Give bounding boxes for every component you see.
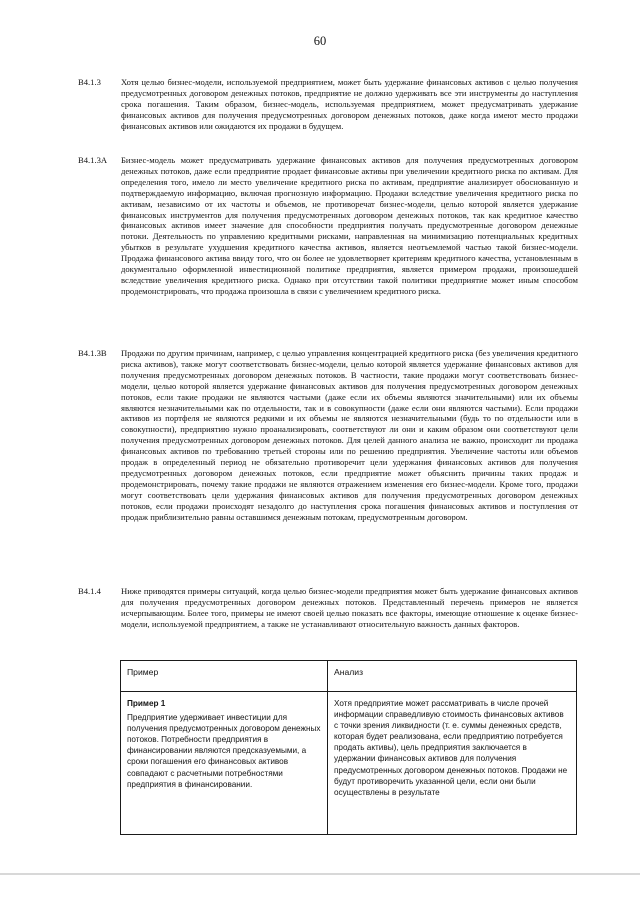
- page-number: 60: [313, 34, 327, 48]
- paragraph-text: Продажи по другим причинам, например, с целью управления концентрацией кредитного риска (без увеличения кредитного риска активов), также могут соответствовать бизнес-модели, целью которой является удержание финансовых активов для получения предусмотренных договором денежных потоков. В частности, такие продажи могут соответствовать бизнес-модели, целью которой является удержание финансовых активов для получения предусмотренных договором денежных потоков, если такие продажи не являются частыми (даже если их объемы являются значительными) или их объемы являются незначительными как по отдельности, так и в совокупности (даже если они являются частыми). Если продажи активов из портфеля не являются редкими и их объемы не являются незначительными (будь то по отдельности или в совокупности), предприятию нужно проанализировать, соответствуют ли они и каким образом они соответствуют цели получения предусмотренных договором денежных потоков. Для целей данного анализа не важно, происходит ли продажа финансовых активов по требованию третьей стороны или по решению предприятия. Увеличение частоты или объемов продаж в определенный период не обязательно противоречит цели удержания финансовых активов для получения предусмотренных договором денежных потоков, если предприятие может объяснить причины таких продаж и продемонстрировать, почему такие продажи не являются отражением изменения его бизнес-модели. Кроме того, продажи могут соответствовать цели удержания финансовых активов для получения предусмотренных договором денежных потоков, если продажи происходят незадолго до наступления срока погашения финансовых активов и поступления от продаж приблизительно равны оставшимся денежным потокам, предусмотренным договором.: [121, 348, 578, 522]
- table-header-row: [121, 661, 577, 692]
- paragraph-b4-1-3b: [78, 348, 578, 523]
- column-header-analysis: Анализ: [328, 661, 577, 692]
- paragraph-b4-1-3a: [78, 155, 578, 297]
- example-text: Предприятие удерживает инвестиции для получения предусмотренных договором денежных потоков. Потребности предприятия в финансировании являются предсказуемыми, а сроки погашения его финансовых активов совпадают с расчетными потребностями предприятия в финансировании.: [127, 713, 321, 789]
- scan-edge-divider: [0, 873, 640, 875]
- table-row: [121, 692, 577, 835]
- paragraph-b4-1-3: [78, 77, 578, 132]
- paragraph-number: B4.1.3: [78, 77, 101, 87]
- paragraph-number: B4.1.4: [78, 586, 101, 596]
- paragraph-b4-1-4: [78, 586, 578, 630]
- paragraph-text: Бизнес-модель может предусматривать удержание финансовых активов для получения предусмотренных договором денежных потоков, даже если предприятие продает финансовые активы при увеличении кредитного риска по активам. Для определения того, имело ли место увеличение кредитного риска по активам, предприятие анализирует обоснованную и подтверждаемую информацию, включая прогнозную информацию. Продажи вследствие увеличения кредитного риска по активам, независимо от их частоты и объемов, не противоречат бизнес-модели, целью которой является удержание финансовых инструментов для получения предусмотренных договором денежных потоков, так как кредитное качество финансовых активов имеет значение для способности предприятия получать предусмотренные договором денежные потоки. Деятельность по управлению кредитными рисками, направленная на минимизацию потенциальных кредитных убытков в результате ухудшения кредитного качества активов, является неотъемлемой частью такой бизнес-модели. Продажа финансового актива ввиду того, что он более не удовлетворяет критериям кредитного качества, установленным в документально оформленной инвестиционной политике предприятия, является примером продажи, произошедшей вследствие увеличения кредитного риска. Однако при отсутствии такой политики предприятие может иным способом продемонстрировать, что продажа произошла в связи с увеличением кредитного риска.: [121, 155, 578, 296]
- paragraph-text: Ниже приводятся примеры ситуаций, когда целью бизнес-модели предприятия может быть удержание финансовых активов для получения предусмотренных договором денежных потоков. Представленный перечень примеров не является исчерпывающим. Более того, примеры не имеют своей целью показать все факторы, имеющие отношение к оценке бизнес-модели, используемой предприятием, а также не устанавливают относительную важность данных факторов.: [121, 586, 578, 629]
- paragraph-number: B4.1.3A: [78, 155, 108, 165]
- examples-table: [120, 660, 577, 835]
- column-header-example: Пример: [121, 661, 328, 692]
- example-title: Пример 1: [127, 699, 166, 708]
- paragraph-text: Хотя целью бизнес-модели, используемой предприятием, может быть удержание финансовых активов с целью получения предусмотренных договором денежных потоков, предприятие не должно удерживать все эти инструменты до наступления срока погашения. Таким образом, бизнес-модель, используемая предприятием, может предусматривать удержание финансовых активов для получения предусмотренных договором денежных потоков, даже когда имеют место продажи финансовых активов или ожидаются их продажи в будущем.: [121, 77, 578, 131]
- analysis-cell: Хотя предприятие может рассматривать в числе прочей информации справедливую стоимость финансовых активов с точки зрения ликвидности (т. е. суммы денежных средств, которая будет реализована, если предприятию потребуется продать активы), цель предприятия заключается в удержании финансовых активов для получения предусмотренных договором денежных потоков. Продажи не будут противоречить указанной цели, если они были осуществлены в результате: [328, 692, 577, 835]
- example-cell: [121, 692, 328, 835]
- paragraph-number: B4.1.3B: [78, 348, 107, 358]
